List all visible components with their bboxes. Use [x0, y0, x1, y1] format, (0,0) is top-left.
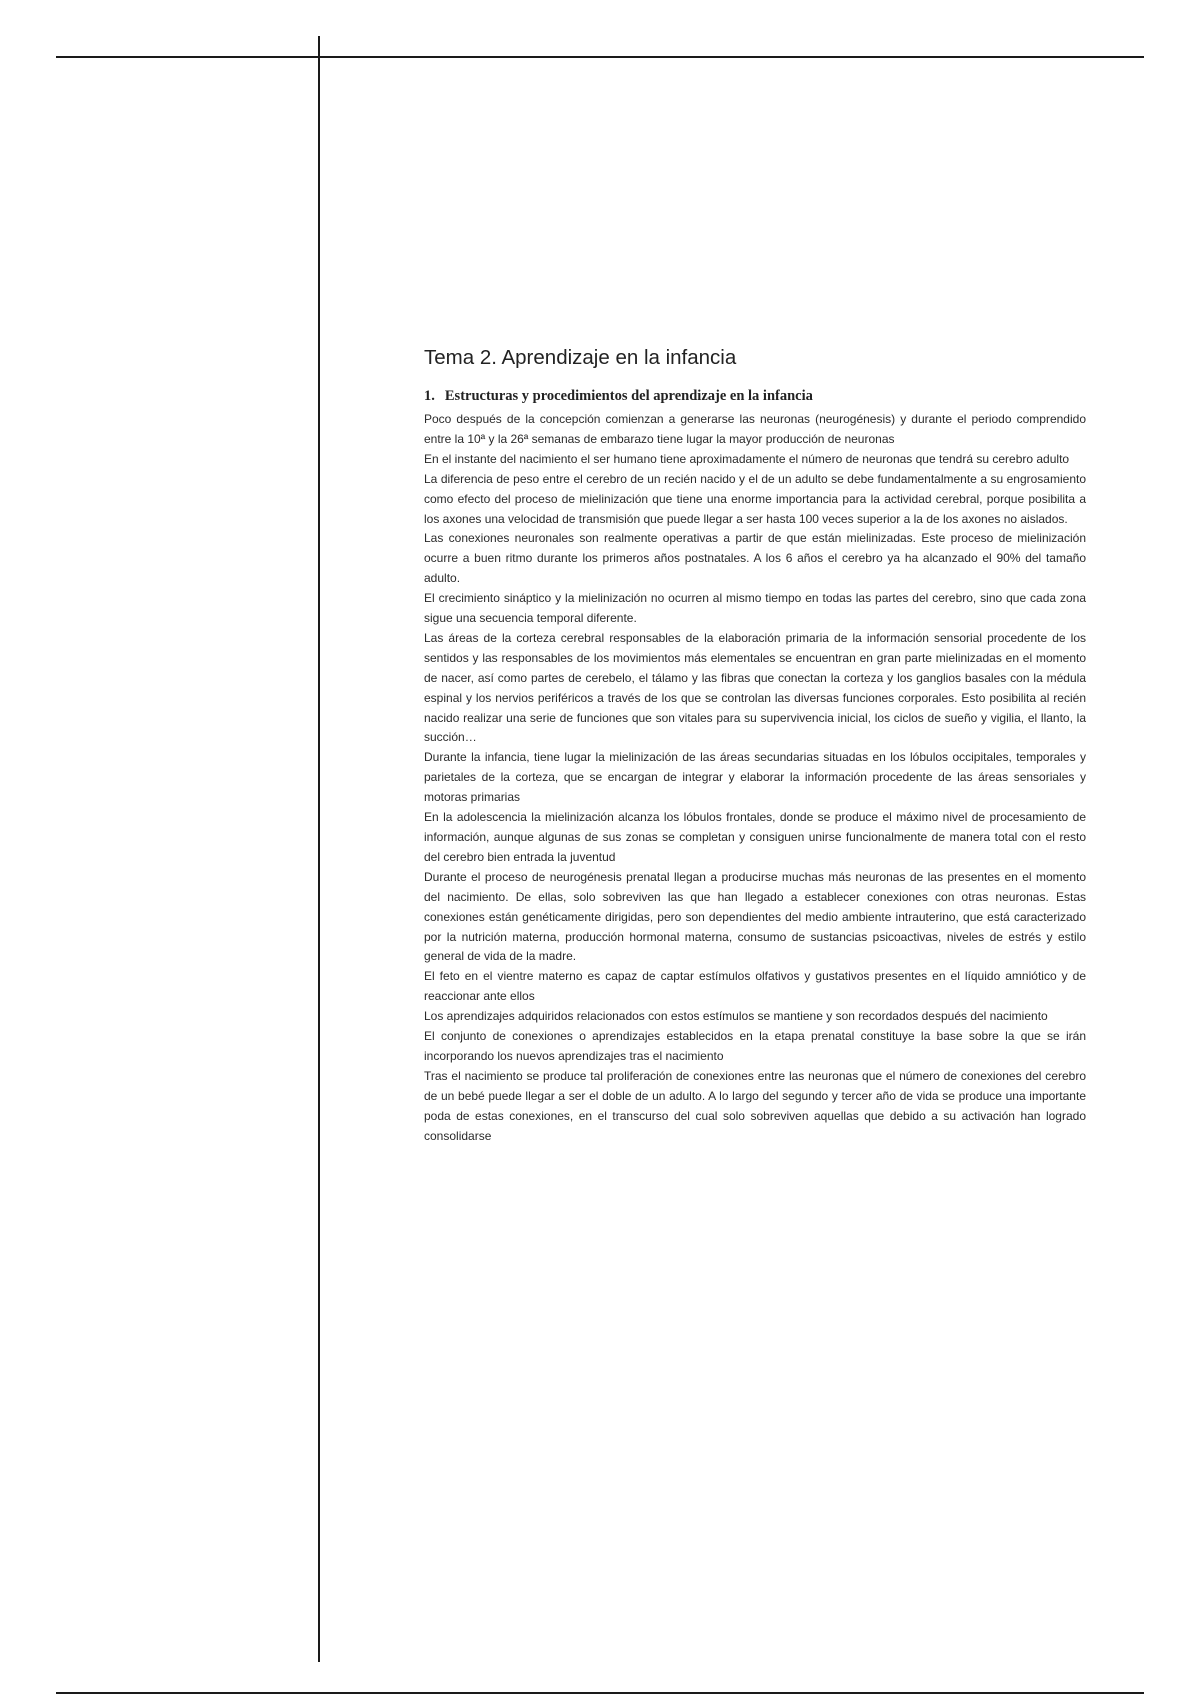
- paragraph-prenatal-connections: El conjunto de conexiones o aprendizajes establecidos en la etapa prenatal constituye la base sobre la que se irán incorporando los nuevos aprendizajes tras el nacimiento: [424, 1029, 1086, 1063]
- paragraph-prenatal-neurogenesis: Durante el proceso de neurogénesis prenatal llegan a producirse muchas más neuronas de las presentes en el momento del nacimiento. De ellas, solo sobreviven las que han llegado a establecer conexiones con otras neuronas. Estas conexiones están genéticamente dirigidas, pero son dependientes del medio ambiente intrauterino, que está caracterizado por la nutrición materna, producción hormonal materna, consumo de sustancias psicoactivas, niveles de estrés y estilo general de vida de la madre.: [424, 869, 1086, 964]
- left-margin-rule-line: [318, 36, 320, 1662]
- document-body: [424, 346, 1086, 1147]
- section-heading: [424, 388, 1086, 405]
- paragraph-postnatal-pruning: Tras el nacimiento se produce tal proliferación de conexiones entre las neuronas que el número de conexiones del cerebro de un bebé puede llegar a ser el doble de un adulto. A lo largo del segundo y tercer año de vida se produce una importante poda de estas conexiones, en el transcurso del cual solo sobreviven aquellas que debido a su activación han logrado consolidarse: [424, 1068, 1086, 1143]
- paragraph-synaptic-growth: El crecimiento sináptico y la mielinización no ocurren al mismo tiempo en todas las partes del cerebro, sino que cada zona sigue una secuencia temporal diferente.: [424, 591, 1086, 626]
- paragraph-neurogenesis: Poco después de la concepción comienzan a generarse las neuronas (neurogénesis) y durante el periodo comprendido entre la 10ª y la 26ª semanas de embarazo tiene lugar la mayor producción de neuronas: [424, 411, 1086, 446]
- document-title: Tema 2. Aprendizaje en la infancia: [424, 346, 737, 369]
- section-heading-text: Estructuras y procedimientos del aprendizaje en la infancia: [444, 387, 813, 404]
- paragraph-fetus-stimuli: El feto en el vientre materno es capaz de captar estímulos olfativos y gustativos presentes en el líquido amniótico y de reaccionar ante ellos: [424, 969, 1086, 1004]
- paragraph-brain-weight: La diferencia de peso entre el cerebro de un recién nacido y el de un adulto se debe fundamentalmente a su engrosamiento como efecto del proceso de mielinización que tiene una enorme importancia para la actividad cerebral, porque posibilita a los axones una velocidad de transmisión que puede llegar a ser hasta 100 veces superior a la de los axones no aislados.: [424, 471, 1086, 526]
- paragraph-birth-neurons: En el instante del nacimiento el ser humano tiene aproximadamente el número de neuronas que tendrá su cerebro adulto: [424, 451, 1070, 466]
- paragraph-adolescence: En la adolescencia la mielinización alcanza los lóbulos frontales, donde se produce el máximo nivel de procesamiento de información, aunque algunas de sus zonas se completan y consiguen unirse funcionalmente de manera total con el resto del cerebro bien entrada la juventud: [424, 810, 1086, 864]
- paragraph-neural-connections: Las conexiones neuronales son realmente operativas a partir de que están mielinizadas. Este proceso de mielinización ocurre a buen ritmo durante los primeros años postnatales. A los 6 años el cerebro ya ha alcanzado el 90% del tamaño adulto.: [424, 531, 1086, 586]
- bottom-rule-line: [56, 1692, 1144, 1694]
- top-rule-line: [56, 56, 1144, 58]
- paragraph-acquired-learning: Los aprendizajes adquiridos relacionados con estos estímulos se mantiene y son recordados después del nacimiento: [424, 1009, 1048, 1024]
- paragraph-cortex-areas: Las áreas de la corteza cerebral responsables de la elaboración primaria de la información sensorial procedente de los sentidos y las responsables de los movimientos más elementales se encuentran en gran parte mielinizadas en el momento de nacer, así como partes de cerebelo, el tálamo y las fibras que conectan la corteza y los ganglios basales con la médula espinal y los nervios periféricos a través de los que se controlan las diversas funciones corporales. Esto posibilita al recién nacido realizar una serie de funciones que son vitales para su supervivencia inicial, los ciclos de sueño y vigilia, el llanto, la succión…: [424, 630, 1086, 745]
- paragraph-childhood-myelination: Durante la infancia, tiene lugar la mielinización de las áreas secundarias situadas en los lóbulos occipitales, temporales y parietales de la corteza, que se encargan de integrar y elaborar la información procedente de las áreas sensoriales y motoras primarias: [424, 750, 1086, 805]
- section-number: 1.: [424, 387, 435, 404]
